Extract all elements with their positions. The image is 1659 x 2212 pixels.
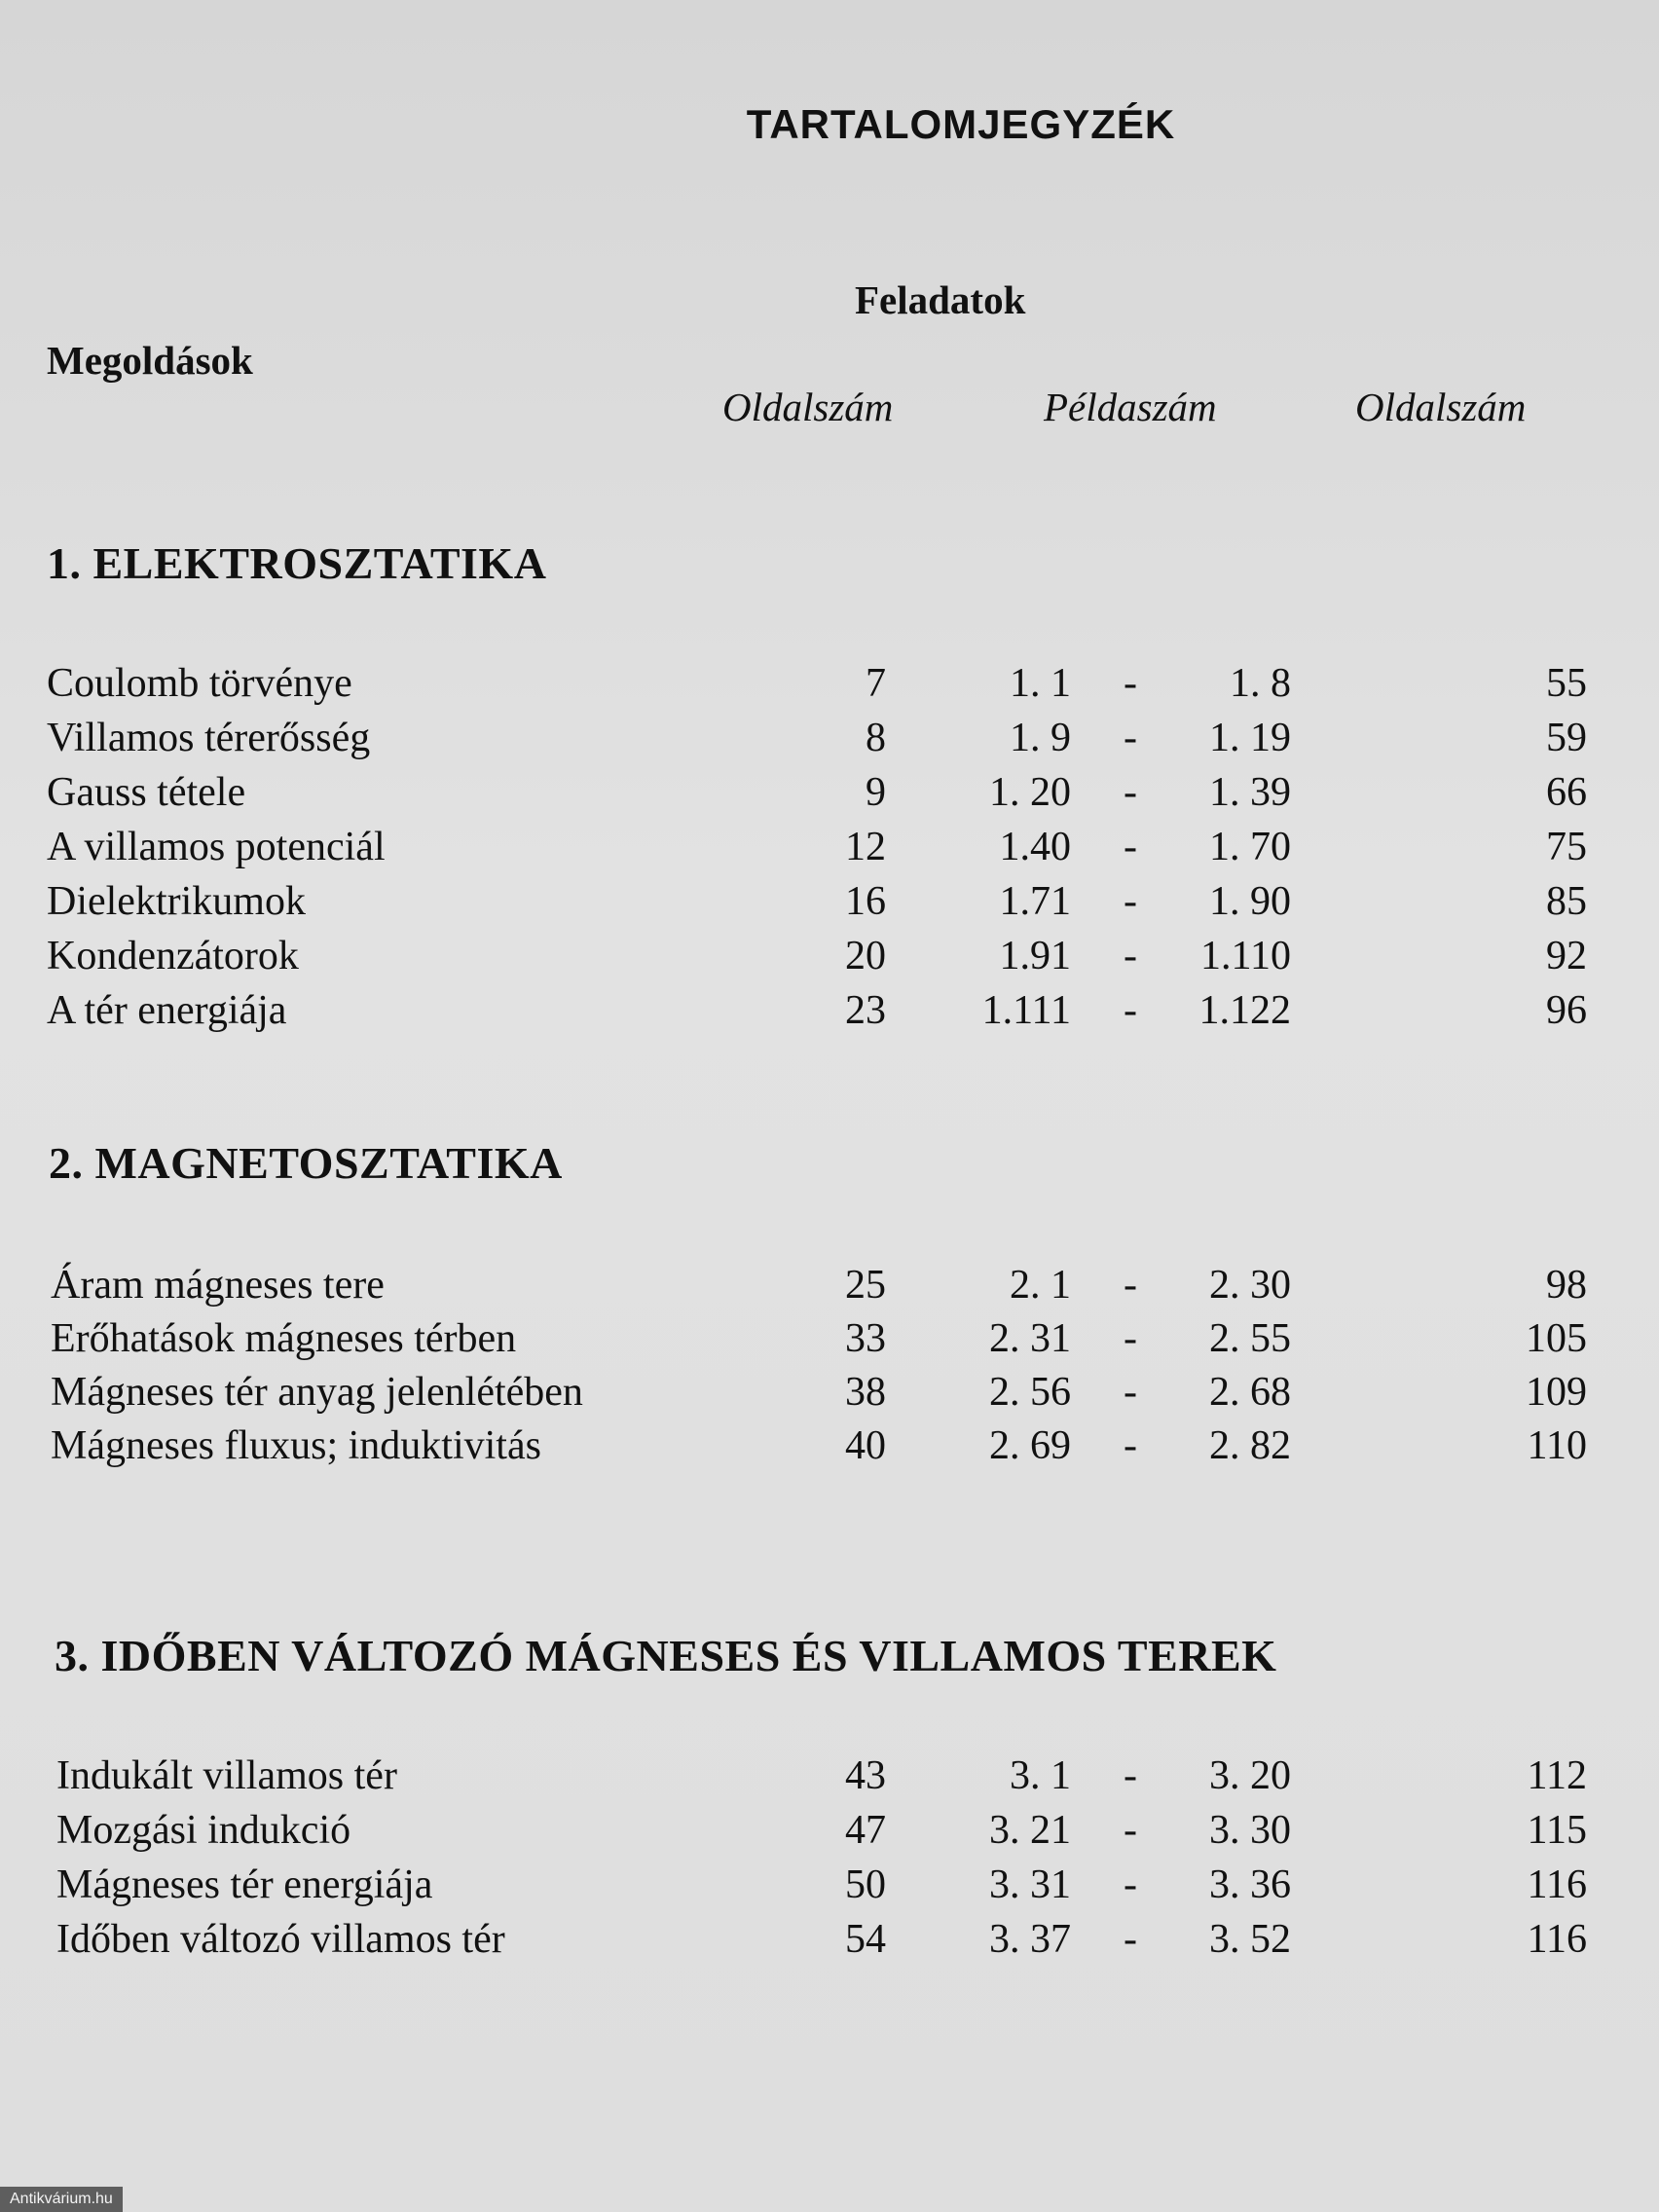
example-range-start: 2. 69 xyxy=(989,1423,1071,1468)
example-range-end: 2. 68 xyxy=(1209,1370,1291,1415)
task-page-number: 75 xyxy=(1546,825,1587,869)
task-page-number: 66 xyxy=(1546,770,1587,815)
solution-page-number: 12 xyxy=(845,825,886,869)
entry-title: Indukált villamos tér xyxy=(56,1753,397,1798)
task-page-number: 110 xyxy=(1527,1423,1587,1468)
toc-row xyxy=(56,1912,1659,1967)
toc-row xyxy=(47,656,1659,711)
entry-title: A villamos potenciál xyxy=(47,825,386,869)
section-title: 2. MAGNETOSZTATIKA xyxy=(49,1138,563,1188)
solution-page-number: 25 xyxy=(845,1263,886,1308)
example-range-end: 1. 19 xyxy=(1209,716,1291,760)
range-dash: - xyxy=(1124,1423,1137,1468)
task-page-number: 96 xyxy=(1546,988,1587,1033)
range-dash: - xyxy=(1124,1316,1137,1361)
solution-page-number: 38 xyxy=(845,1370,886,1415)
entry-title: Mozgási indukció xyxy=(56,1808,351,1853)
range-dash: - xyxy=(1124,988,1137,1033)
example-range-end: 2. 82 xyxy=(1209,1423,1291,1468)
entry-title: Mágneses tér energiája xyxy=(56,1862,433,1907)
example-range-end: 3. 30 xyxy=(1209,1808,1291,1853)
example-range-end: 2. 30 xyxy=(1209,1263,1291,1308)
range-dash: - xyxy=(1124,879,1137,924)
example-range-end: 1. 90 xyxy=(1209,879,1291,924)
entry-title: Coulomb törvénye xyxy=(47,661,352,706)
entry-title: A tér energiája xyxy=(47,988,287,1033)
range-dash: - xyxy=(1124,716,1137,760)
range-dash: - xyxy=(1124,934,1137,978)
solution-page-number: 20 xyxy=(845,934,886,978)
entry-title: Kondenzátorok xyxy=(47,934,299,978)
solution-page-number: 8 xyxy=(866,716,886,760)
example-range-start: 1. 9 xyxy=(1010,716,1071,760)
solution-page-number: 33 xyxy=(845,1316,886,1361)
range-dash: - xyxy=(1124,770,1137,815)
example-range-start: 3. 1 xyxy=(1010,1753,1071,1798)
tasks-header: Feladatok xyxy=(855,277,1026,322)
range-dash: - xyxy=(1124,1753,1137,1798)
solution-page-number: 43 xyxy=(845,1753,886,1798)
toc-row xyxy=(47,929,1659,983)
solution-page-number: 50 xyxy=(845,1862,886,1907)
section-title: 3. IDŐBEN VÁLTOZÓ MÁGNESES ÉS VILLAMOS TEREK xyxy=(55,1631,1277,1680)
entry-title: Villamos térerősség xyxy=(47,716,371,760)
toc-row xyxy=(47,874,1659,929)
range-dash: - xyxy=(1124,1917,1137,1962)
toc-row xyxy=(56,1749,1659,1803)
toc-row xyxy=(56,1803,1659,1858)
range-dash: - xyxy=(1124,1862,1137,1907)
example-range-start: 2. 56 xyxy=(989,1370,1071,1415)
entry-title: Gauss tétele xyxy=(47,770,246,815)
section-title: 1. ELEKTROSZTATIKA xyxy=(47,538,547,588)
example-range-start: 2. 31 xyxy=(989,1316,1071,1361)
toc-row xyxy=(51,1419,1659,1473)
task-page-number: 55 xyxy=(1546,661,1587,706)
page-title: TARTALOMJEGYZÉK xyxy=(746,101,1176,147)
toc-row xyxy=(51,1365,1659,1419)
entry-title: Áram mágneses tere xyxy=(51,1263,385,1308)
range-dash: - xyxy=(1124,1370,1137,1415)
task-page-number: 115 xyxy=(1527,1808,1587,1853)
example-range-end: 1. 8 xyxy=(1230,661,1291,706)
example-range-start: 2. 1 xyxy=(1010,1263,1071,1308)
task-page-number: 92 xyxy=(1546,934,1587,978)
example-range-end: 2. 55 xyxy=(1209,1316,1291,1361)
example-range-start: 1.40 xyxy=(999,825,1071,869)
solution-page-number: 23 xyxy=(845,988,886,1033)
range-dash: - xyxy=(1124,661,1137,706)
entry-title: Időben változó villamos tér xyxy=(56,1917,505,1962)
example-range-start: 1.111 xyxy=(981,988,1071,1033)
example-range-end: 1. 70 xyxy=(1209,825,1291,869)
solutions-header: Megoldások xyxy=(47,338,253,383)
task-page-number: 59 xyxy=(1546,716,1587,760)
entry-title: Mágneses tér anyag jelenlétében xyxy=(51,1370,583,1415)
solution-page-number: 54 xyxy=(845,1917,886,1962)
range-dash: - xyxy=(1124,1263,1137,1308)
task-page-number: 112 xyxy=(1527,1753,1587,1798)
example-range-start: 1. 20 xyxy=(989,770,1071,815)
example-range-end: 3. 20 xyxy=(1209,1753,1291,1798)
range-dash: - xyxy=(1124,1808,1137,1853)
toc-row xyxy=(51,1258,1659,1312)
example-range-end: 1.110 xyxy=(1200,934,1291,978)
task-page-column-header: Oldalszám xyxy=(1355,385,1527,429)
solution-page-number: 7 xyxy=(866,661,886,706)
solution-page-number: 9 xyxy=(866,770,886,815)
example-range-start: 3. 31 xyxy=(989,1862,1071,1907)
solution-page-number: 47 xyxy=(845,1808,886,1853)
entry-title: Dielektrikumok xyxy=(47,879,306,924)
task-page-number: 98 xyxy=(1546,1263,1587,1308)
example-range-end: 3. 52 xyxy=(1209,1917,1291,1962)
solution-page-number: 16 xyxy=(845,879,886,924)
task-page-number: 109 xyxy=(1526,1370,1587,1415)
toc-row xyxy=(47,820,1659,874)
toc-row xyxy=(47,765,1659,820)
range-dash: - xyxy=(1124,825,1137,869)
example-range-start: 1.91 xyxy=(999,934,1071,978)
toc-row xyxy=(47,983,1659,1038)
example-number-column-header: Példaszám xyxy=(1044,385,1217,429)
watermark: Antikvárium.hu xyxy=(0,2187,123,2212)
task-page-number: 116 xyxy=(1527,1917,1587,1962)
toc-row xyxy=(56,1858,1659,1912)
entry-title: Erőhatások mágneses térben xyxy=(51,1316,517,1361)
task-page-number: 116 xyxy=(1527,1862,1587,1907)
example-range-end: 3. 36 xyxy=(1209,1862,1291,1907)
example-range-start: 1.71 xyxy=(999,879,1071,924)
example-range-start: 1. 1 xyxy=(1010,661,1071,706)
task-page-number: 85 xyxy=(1546,879,1587,924)
example-range-end: 1.122 xyxy=(1198,988,1291,1033)
example-range-start: 3. 37 xyxy=(989,1917,1071,1962)
entry-title: Mágneses fluxus; induktivitás xyxy=(51,1423,541,1468)
example-range-start: 3. 21 xyxy=(989,1808,1071,1853)
toc-row xyxy=(51,1311,1659,1366)
task-page-number: 105 xyxy=(1526,1316,1587,1361)
toc-row xyxy=(47,711,1659,765)
example-range-end: 1. 39 xyxy=(1209,770,1291,815)
solution-page-column-header: Oldalszám xyxy=(722,385,894,429)
solution-page-number: 40 xyxy=(845,1423,886,1468)
